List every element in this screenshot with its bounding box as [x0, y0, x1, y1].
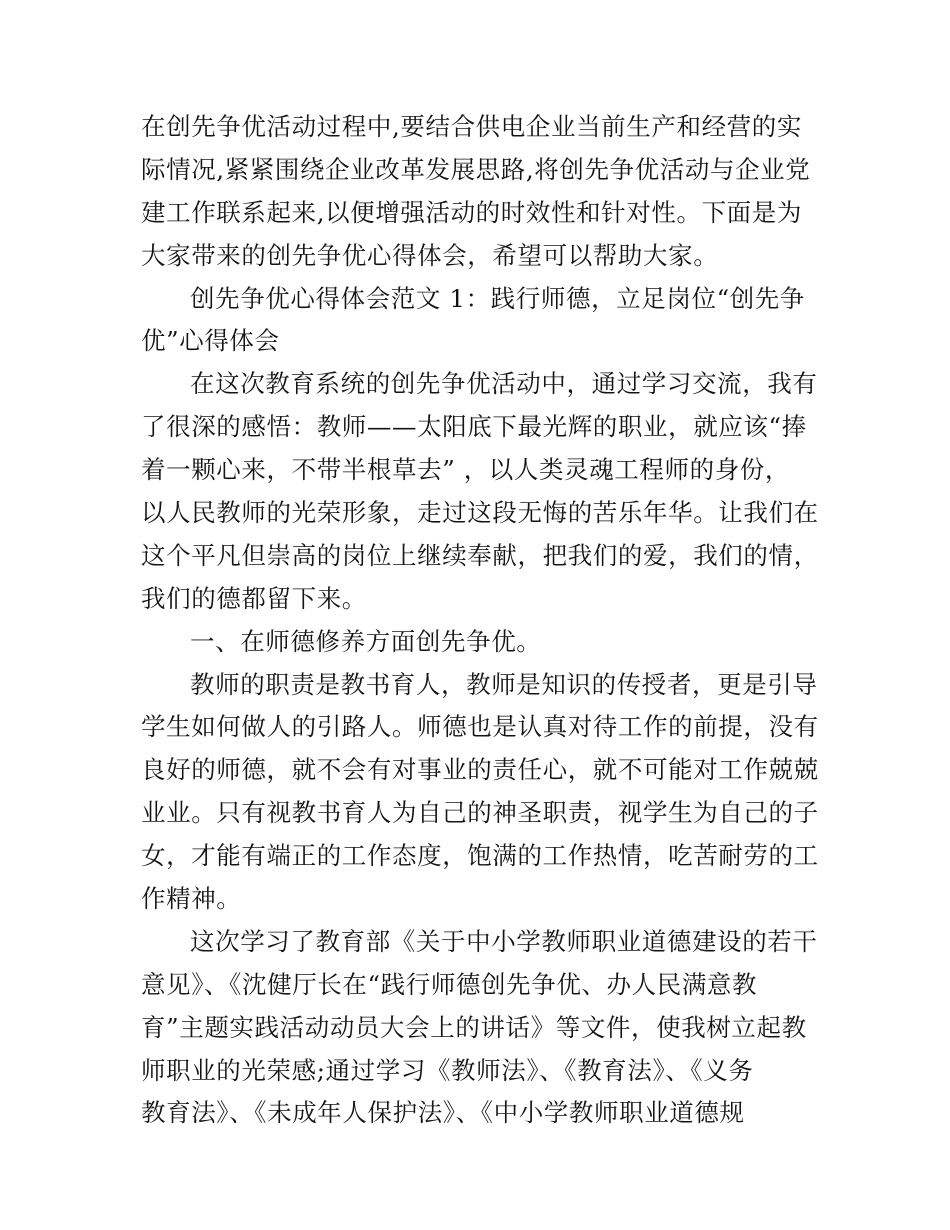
text-line: 学生如何做人的引路人。师德也是认真对待工作的前提，没有 — [141, 712, 819, 742]
section-heading: 一、在师德修养方面创先争优。 — [190, 626, 542, 656]
text-line: 以人民教师的光荣形象，走过这段无悔的苦乐年华。让我们在 — [141, 498, 819, 528]
text-line: 作精神。 — [141, 884, 242, 914]
text-line: 这个平凡但崇高的岗位上继续奉献，把我们的爱，我们的情， — [141, 540, 819, 570]
text-line: 建工作联系起来,以便增强活动的时效性和针对性。下面是为 — [141, 197, 802, 227]
text-line: 师职业的光荣感;通过学习《教师法》、《教育法》、《义务 — [141, 1055, 754, 1085]
text-line: 教师的职责是教书育人，教师是知识的传授者，更是引导 — [190, 669, 818, 699]
text-line: 了很深的感悟：教师——太阳底下最光辉的职业，就应该“捧 — [141, 412, 807, 442]
text-line: 业业。只有视教书育人为自己的神圣职责，视学生为自己的子 — [141, 798, 819, 828]
text-line: 大家带来的创先争优心得体会，希望可以帮助大家。 — [141, 240, 719, 270]
document-body — [141, 106, 819, 1135]
text-line: 我们的德都留下来。 — [141, 583, 367, 613]
text-line: 创先争优心得体会范文 1：践行师德，立足岗位“创先争 — [190, 283, 805, 313]
text-line: 良好的师德，就不会有对事业的责任心，就不可能对工作兢兢 — [141, 755, 819, 785]
text-line: 这次学习了教育部《关于中小学教师职业道德建设的若干 — [190, 926, 818, 956]
text-line: 优”心得体会 — [141, 326, 280, 356]
text-line: 教育法》、《未成年人保护法》、《中小学教师职业道德规 — [141, 1098, 745, 1128]
text-line: 女，才能有端正的工作态度，饱满的工作热情，吃苦耐劳的工 — [141, 841, 819, 871]
text-line: 际情况,紧紧围绕企业改革发展思路,将创先争优活动与企业党 — [141, 154, 811, 184]
text-line: 着一颗心来，不带半根草去” ，以人类灵魂工程师的身份， — [141, 455, 791, 485]
text-line: 在创先争优活动过程中,要结合供电企业当前生产和经营的实 — [141, 112, 802, 141]
text-line: 育”主题实践活动动员大会上的讲话》等文件，使我树立起教 — [141, 1012, 807, 1042]
text-line: 意见》、《沈健厅长在“践行师德创先争优、办人民满意教 — [141, 969, 758, 999]
text-line: 在这次教育系统的创先争优活动中，通过学习交流，我有 — [190, 369, 818, 399]
